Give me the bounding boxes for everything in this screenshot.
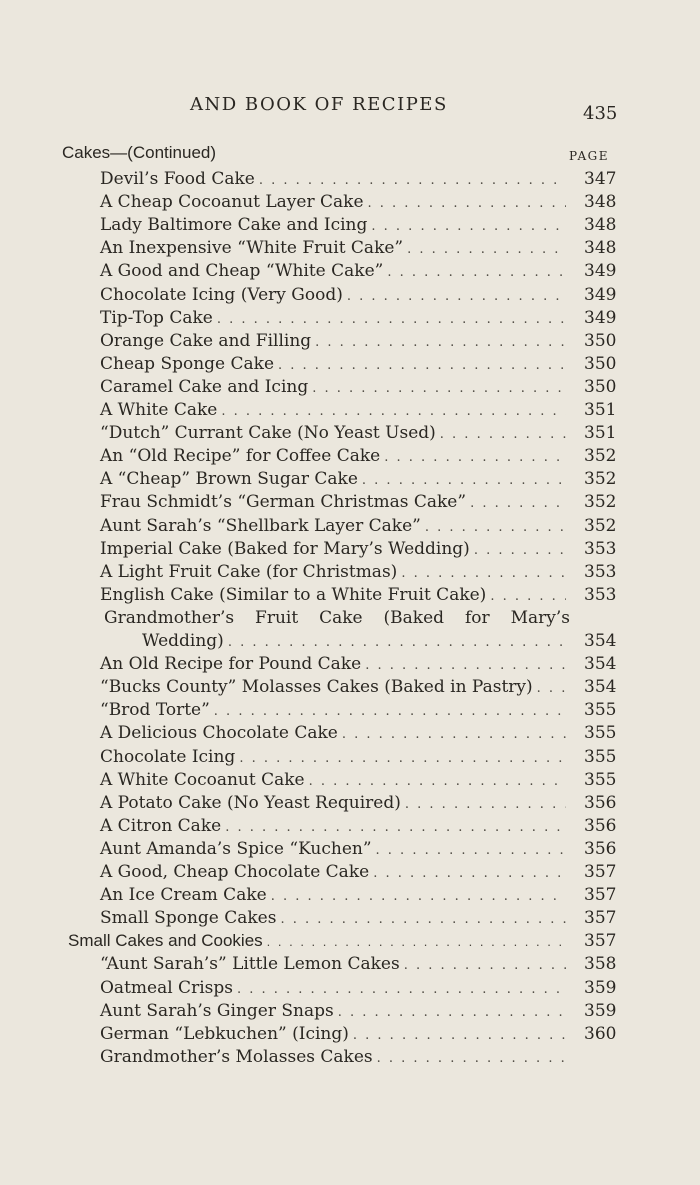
entry-title: Frau Schmidt’s “German Christmas Cake” (100, 492, 467, 513)
entry-page-number: 357 (584, 885, 617, 906)
entry-title: An Old Recipe for Pound Cake (100, 654, 362, 675)
entry-page-number: 353 (584, 584, 617, 605)
entry-page-number: 352 (584, 469, 617, 490)
dot-leader (405, 794, 566, 816)
index-entry (100, 792, 617, 816)
dot-leader (368, 193, 566, 215)
index-entry (100, 1046, 570, 1070)
entry-title: Aunt Amanda’s Spice “Kuchen” (100, 838, 372, 859)
index-entry (100, 838, 617, 862)
index-entry (100, 468, 617, 492)
entry-page-number: 355 (584, 723, 617, 744)
entry-title: German “Lebkuchen” (Icing) (100, 1023, 349, 1044)
dot-leader (404, 955, 566, 977)
dot-leader (239, 748, 566, 770)
dot-leader (353, 1025, 566, 1047)
entry-page-number: 347 (584, 169, 617, 189)
entry-page-number: 351 (584, 423, 617, 444)
index-entry (100, 214, 617, 238)
entry-title: Tip-Top Cake (100, 307, 213, 328)
entry-page-number: 356 (584, 792, 617, 813)
entry-title-word: Fruit (255, 607, 299, 628)
entry-page-number: 354 (584, 631, 617, 651)
entry-page-number: 358 (584, 954, 617, 975)
entry-title: A Potato Cake (No Yeast Required) (100, 792, 401, 813)
dot-leader (474, 540, 566, 562)
dot-leader (425, 517, 566, 539)
entry-title: A White Cake (100, 400, 218, 420)
dot-leader (490, 586, 566, 608)
dot-leader (470, 493, 566, 515)
index-entry (100, 422, 617, 446)
entry-title: An “Old Recipe” for Coffee Cake (100, 446, 381, 467)
entry-page-number: 359 (584, 1000, 617, 1021)
entry-title: A Cheap Cocoanut Layer Cake (100, 192, 364, 213)
dot-leader (537, 678, 566, 700)
index-entry (100, 584, 617, 608)
dot-leader (228, 632, 566, 654)
entry-title: Cheap Sponge Cake (100, 353, 275, 374)
index-entry (100, 699, 617, 723)
section-heading (62, 143, 614, 163)
index-entry (100, 191, 617, 215)
entry-page-number: 354 (584, 654, 617, 675)
dot-leader (407, 239, 566, 261)
index-entry (100, 1023, 617, 1047)
dot-leader (376, 840, 566, 862)
dot-leader (271, 886, 566, 908)
entry-title: Grandmother’s Molasses Cakes (100, 1046, 373, 1067)
entry-title-word: (Baked (383, 607, 445, 628)
dot-leader (342, 724, 566, 746)
entry-title: Chocolate Icing (100, 746, 236, 767)
entry-page-number: 352 (584, 492, 617, 513)
entry-page-number: 351 (584, 400, 617, 420)
entry-title: “Brod Torte” (100, 700, 210, 721)
index-entry (100, 376, 617, 400)
dot-leader (347, 286, 566, 308)
dot-leader (221, 401, 566, 423)
index-entry (100, 676, 617, 700)
running-head: AND BOOK OF RECIPES (190, 94, 448, 115)
entry-title: An Ice Cream Cake (100, 885, 267, 906)
index-entry (100, 237, 617, 261)
section-heading (68, 930, 617, 953)
entry-title: Devil’s Food Cake (100, 169, 255, 189)
dot-leader (278, 355, 566, 377)
entry-title: Small Cakes and Cookies (68, 931, 263, 951)
index-entry (100, 284, 617, 308)
entry-page-number: 356 (584, 815, 617, 836)
entry-page-number: 360 (584, 1023, 617, 1044)
entry-title: Aunt Sarah’s Ginger Snaps (100, 1000, 334, 1021)
index-entry (100, 260, 617, 284)
dot-leader (373, 863, 566, 885)
entry-title: A “Cheap” Brown Sugar Cake (100, 469, 358, 490)
dot-leader (371, 216, 566, 238)
entry-title-word: for (464, 607, 490, 628)
entry-title: A Delicious Chocolate Cake (100, 723, 338, 744)
index-entry (100, 769, 617, 793)
dot-leader (387, 262, 566, 284)
index-entry (100, 561, 617, 585)
index-entry (100, 330, 617, 354)
entry-page-number: 349 (584, 284, 617, 305)
index-entry (100, 653, 617, 677)
entry-title: Aunt Sarah’s “Shellbark Layer Cake” (100, 515, 421, 536)
entry-title-word: Cake (319, 607, 363, 628)
entry-title: Caramel Cake and Icing (100, 376, 309, 397)
index-entry (100, 907, 617, 931)
entry-title: Orange Cake and Filling (100, 330, 312, 351)
index-entry (100, 515, 617, 539)
entry-page-number: 359 (584, 977, 617, 998)
dot-leader (338, 1002, 566, 1024)
index-entry (100, 538, 617, 562)
entry-page-number: 355 (584, 769, 617, 790)
index-entry (100, 953, 617, 977)
dot-leader (312, 378, 566, 400)
dot-leader (280, 909, 566, 931)
entry-page-number: 352 (584, 446, 617, 467)
index-entry (100, 815, 617, 839)
entry-page-number: 353 (584, 561, 617, 582)
entry-title: Lady Baltimore Cake and Icing (100, 215, 368, 236)
entry-page-number: 354 (584, 677, 617, 698)
entry-title: Wedding) (142, 631, 224, 651)
index-entry (100, 445, 617, 469)
entry-page-number: 357 (584, 931, 617, 952)
entry-page-number: 349 (584, 307, 617, 328)
entry-title: Imperial Cake (Baked for Mary’s Wedding) (100, 538, 470, 559)
entry-page-number: 357 (584, 862, 617, 882)
entry-title: A White Cocoanut Cake (100, 769, 305, 790)
entry-title: “Dutch” Currant Cake (No Yeast Used) (100, 423, 436, 444)
entry-page-number: 348 (584, 192, 617, 213)
wrapped-entry-line-1 (104, 607, 570, 629)
entry-page-number: 353 (584, 538, 617, 559)
index-entry (100, 884, 617, 908)
entry-title: “Aunt Sarah’s” Little Lemon Cakes (100, 954, 400, 975)
index-entry (100, 1000, 617, 1024)
index-entry (100, 168, 617, 192)
dot-leader (315, 332, 566, 354)
index-entry (100, 307, 617, 331)
index-entry (100, 722, 617, 746)
entry-title: A Good and Cheap “White Cake” (100, 261, 384, 282)
dot-leader (225, 817, 566, 839)
dot-leader (217, 309, 566, 331)
entry-title: English Cake (Similar to a White Fruit Cake) (100, 584, 487, 605)
entry-page-number: 348 (584, 215, 617, 236)
entry-page-number: 357 (584, 908, 617, 929)
entry-title-word: Mary’s (510, 607, 570, 628)
entry-page-number: 350 (584, 330, 617, 351)
dot-leader (259, 170, 566, 192)
dot-leader (214, 701, 566, 723)
dot-leader (362, 470, 566, 492)
entry-title: Oatmeal Crisps (100, 977, 233, 998)
entry-page-number: 348 (584, 238, 617, 259)
page-column-label: PAGE (569, 149, 609, 163)
wrapped-entry-line-2 (142, 630, 617, 654)
entry-page-number: 355 (584, 700, 617, 721)
dot-leader (440, 424, 566, 446)
dot-leader (237, 979, 566, 1001)
index-entry (100, 353, 617, 377)
index-entry (100, 977, 617, 1001)
page-number: 435 (583, 103, 618, 124)
entry-page-number: 350 (584, 353, 617, 374)
entry-title: Chocolate Icing (Very Good) (100, 284, 343, 305)
entry-page-number: 349 (584, 261, 617, 282)
entry-title: A Light Fruit Cake (for Christmas) (100, 561, 398, 582)
dot-leader (365, 655, 566, 677)
dot-leader (309, 771, 566, 793)
index-entry (100, 491, 617, 515)
entry-page-number: 356 (584, 838, 617, 859)
entry-title: Small Sponge Cakes (100, 908, 277, 929)
section-title: Cakes—(Continued) (62, 143, 217, 162)
dot-leader (267, 931, 566, 953)
entry-title: An Inexpensive “White Fruit Cake” (100, 238, 404, 259)
entry-title: “Bucks County” Molasses Cakes (Baked in Pastry) (100, 677, 533, 698)
dot-leader (384, 447, 566, 469)
entry-page-number: 352 (584, 515, 617, 536)
index-entry (100, 861, 617, 885)
entry-title-word: Grandmother’s (104, 607, 235, 628)
dot-leader (377, 1048, 566, 1070)
dot-leader (401, 563, 566, 585)
entry-page-number: 350 (584, 376, 617, 397)
entry-page-number: 355 (584, 746, 617, 767)
entry-title: A Good, Cheap Chocolate Cake (100, 862, 370, 882)
index-entry (100, 399, 617, 423)
index-entry (100, 746, 617, 770)
entry-title: A Citron Cake (100, 815, 222, 836)
